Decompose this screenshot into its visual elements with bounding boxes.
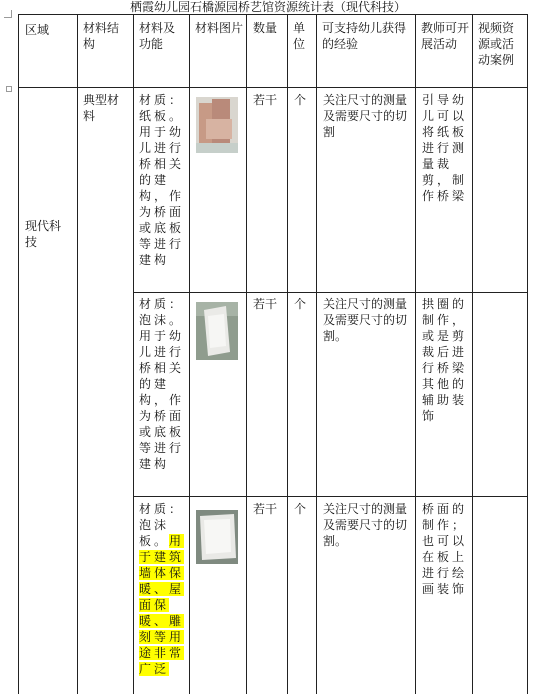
row-1-bottom-border <box>133 292 527 293</box>
material-cell-3-highlight: 用于建筑墙体保暖、屋面保暖、雕刻等用途非常广泛 <box>139 534 185 676</box>
foam-board-photo <box>196 510 238 564</box>
header-quantity: 数量 <box>253 21 278 35</box>
header-bottom-border <box>18 87 527 88</box>
material-cell-2: 材质：泡沫。用于幼儿进行桥相关的建构，作为桥面或底板等进行建构 <box>139 297 185 471</box>
col-border-9 <box>527 14 528 694</box>
activity-cell-2: 拱圈的制作，或是剪裁后进行桥梁其他的辅助装饰 <box>422 297 468 423</box>
table-top-border <box>18 14 527 15</box>
material-cell-3-text: 材质：泡沫板。 <box>139 502 185 548</box>
header-material-function: 材料及功能 <box>139 21 176 51</box>
area-cell: 现代科技 <box>25 219 62 249</box>
row-2-bottom-border <box>133 496 527 497</box>
header-unit: 单位 <box>293 21 306 51</box>
col-border-5 <box>287 14 288 694</box>
cardboard-photo <box>196 97 238 153</box>
header-teacher-activity: 教师可开展活动 <box>421 21 469 51</box>
document-title: 栖霞幼儿园石橋源园桥艺馆资源统计表（现代科技） <box>130 0 407 14</box>
activity-cell-3: 桥面的制作；也可以在板上进行绘画装饰 <box>422 502 468 596</box>
header-experience: 可支持幼儿获得的经验 <box>322 21 407 51</box>
experience-cell-1: 关注尺寸的测量及需要尺寸的切割 <box>323 93 408 139</box>
structure-cell: 典型材料 <box>83 93 120 123</box>
unit-cell-3: 个 <box>294 502 307 516</box>
experience-cell-2: 关注尺寸的测量及需要尺寸的切割。 <box>323 297 408 343</box>
header-video-resource: 视频资源或活动案例 <box>478 21 515 67</box>
unit-cell-2: 个 <box>294 297 307 311</box>
quantity-cell-3: 若干 <box>253 502 278 516</box>
anchor-mark <box>6 86 12 92</box>
quantity-cell-1: 若干 <box>253 93 278 107</box>
foam-photo <box>196 302 238 360</box>
col-border-0 <box>18 14 19 694</box>
col-border-4 <box>246 14 247 694</box>
material-cell-1: 材质：纸板。用于幼儿进行桥相关的建构，作为桥面或底板等进行建构 <box>139 93 185 267</box>
col-border-1 <box>77 14 78 694</box>
unit-cell-1: 个 <box>294 93 307 107</box>
header-structure: 材料结构 <box>83 21 120 51</box>
col-border-2 <box>133 14 134 694</box>
col-border-7 <box>415 14 416 694</box>
header-picture: 材料图片 <box>195 21 243 35</box>
material-cell-3 <box>139 501 191 694</box>
header-area: 区域 <box>25 23 50 37</box>
activity-cell-1: 引导幼儿可以将纸板进行测量裁剪，制作桥梁 <box>422 93 468 203</box>
experience-cell-3: 关注尺寸的测量及需要尺寸的切割。 <box>323 502 408 548</box>
quantity-cell-2: 若干 <box>253 297 278 311</box>
col-border-6 <box>316 14 317 694</box>
corner-crop-mark <box>4 10 12 18</box>
